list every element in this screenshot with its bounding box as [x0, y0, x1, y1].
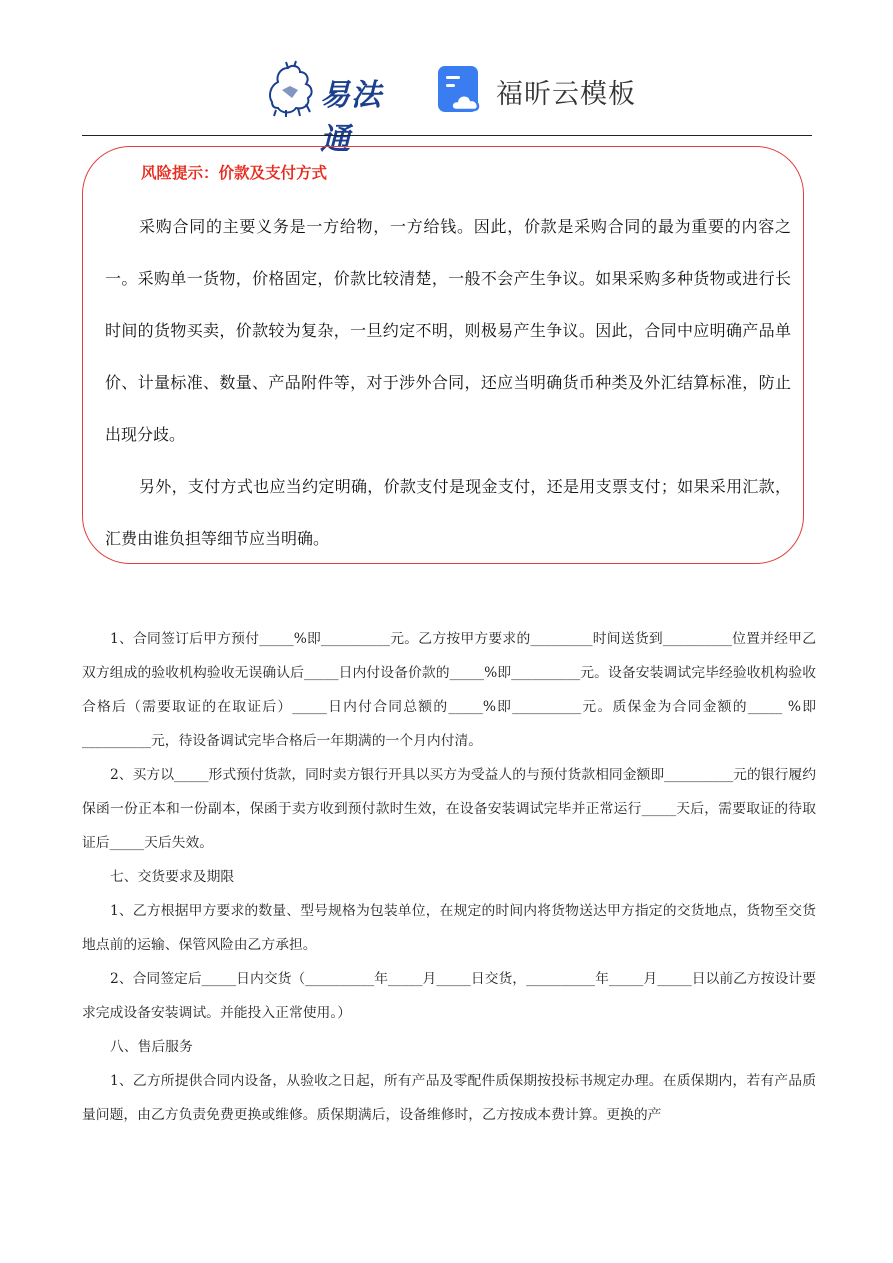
risk-notice-title: 风险提示：价款及支付方式	[141, 164, 328, 182]
payment-clause-2: 2、买方以_____形式预付货款，同时卖方银行开具以买方为受益人的与预付货款相同金额即__________元的银行履约保函一份正本和一份副本，保函于卖方收到预付款时生效，在设备安装调试完毕并正常运行_____天后，需要取证的待取证后_____天后失效。	[82, 767, 816, 851]
delivery-clause-2: 2、合同签定后_____日内交货（__________年_____月_____日交货，__________年_____月_____日以前乙方按设计要求完成设备安装调试。并能投入正常使用。）	[82, 971, 816, 1021]
section-heading-after-sales: 八、售后服务	[110, 1039, 193, 1055]
yifatong-logo-text: 易法通	[320, 78, 382, 157]
yifatong-logo	[262, 58, 412, 157]
fuxin-logo	[436, 64, 656, 118]
section-heading-delivery: 七、交货要求及期限	[110, 869, 235, 885]
risk-notice-paragraph-1: 采购合同的主要义务是一方给物，一方给钱。因此，价款是采购合同的最为重要的内容之一。采购单一货物，价格固定，价款比较清楚，一般不会产生争议。如果采购多种货物或进行长时间的货物买卖，价款较为复杂，一旦约定不明，则极易产生争议。因此，合同中应明确产品单价、计量标准、数量、产品附件等，对于涉外合同，还应当明确货币种类及外汇结算标准，防止出现分歧。	[105, 217, 791, 444]
delivery-clause-1: 1、乙方根据甲方要求的数量、型号规格为包装单位，在规定的时间内将货物送达甲方指定的交货地点，货物至交货地点前的运输、保管风险由乙方承担。	[82, 903, 816, 953]
risk-notice-box	[82, 146, 804, 564]
fuxin-logo-text: 福昕云模板	[496, 79, 636, 110]
page-header	[0, 58, 893, 157]
after-sales-clause-1: 1、乙方所提供合同内设备，从验收之日起，所有产品及零配件质保期按投标书规定办理。在质保期内，若有产品质量问题，由乙方负责免费更换或维修。质保期满后，设备维修时，乙方按成本费计算。更换的产	[82, 1073, 816, 1123]
qilin-icon	[262, 60, 322, 118]
cloud-doc-icon	[436, 64, 488, 116]
header-divider	[82, 135, 812, 136]
risk-notice-paragraph-2: 另外，支付方式也应当约定明确，价款支付是现金支付，还是用支票支付；如果采用汇款，汇费由谁负担等细节应当明确。	[105, 477, 791, 548]
payment-clause-1: 1、合同签订后甲方预付_____%即__________元。乙方按甲方要求的_________时间送货到__________位置并经甲乙双方组成的验收机构验收无误确认后_____日内付设备价款的_____%即__________元。设备安装调试完毕经验收机构验收合格后（需要取证的在取证后）_____日内付合同总额的_____%即__________元。质保金为合同金额的_____ %即__________元，待设备调试完毕合格后一年期满的一个月内付清。	[82, 631, 816, 749]
contract-body	[82, 622, 816, 1132]
